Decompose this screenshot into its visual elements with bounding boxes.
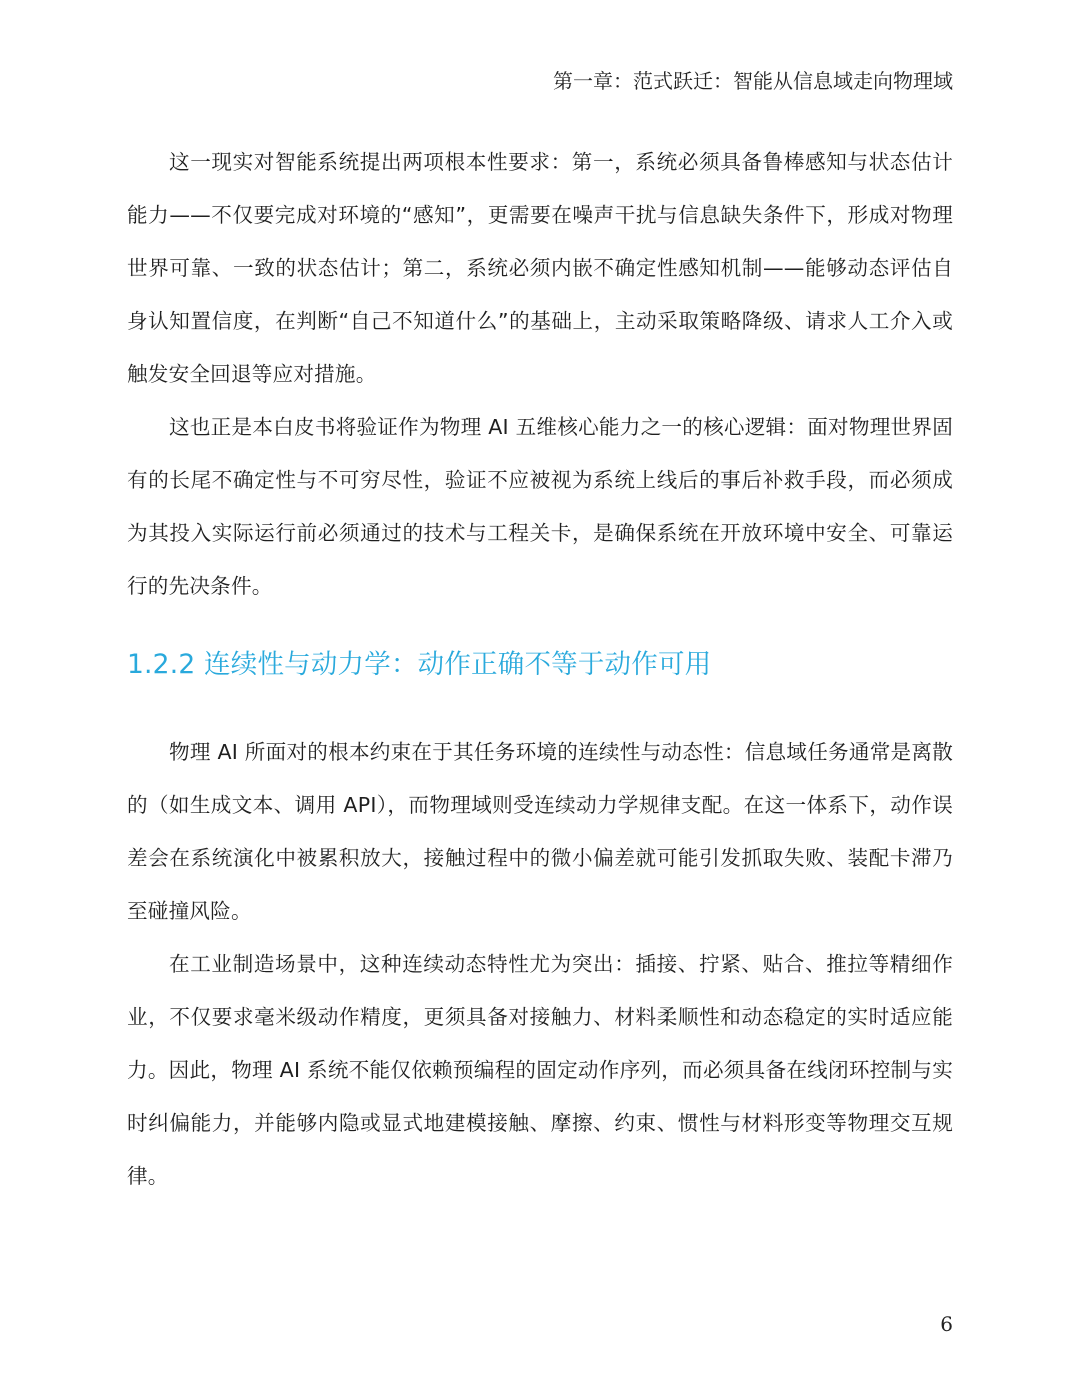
intro-text-block — [127, 136, 953, 613]
paragraph: 在工业制造场景中，这种连续动态特性尤为突出：插接、拧紧、贴合、推拉等精细作业，不仅要求毫米级动作精度，更须具备对接触力、材料柔顺性和动态稳定的实时适应能力。因此，物理 AI 系统不能仅依赖预编程的固定动作序列，而必须具备在线闭环控制与实时纠偏能力，并能够内隐或显式地建模接触、摩擦、约束、惯性与材料形变等物理交互规律。 — [127, 952, 953, 1188]
section-text-block — [127, 726, 953, 1203]
running-header: 第一章：范式跃迁：智能从信息域走向物理域 — [553, 69, 953, 93]
section-heading: 1.2.2 连续性与动力学：动作正确不等于动作可用 — [127, 649, 712, 680]
paragraph: 这一现实对智能系统提出两项根本性要求：第一，系统必须具备鲁棒感知与状态估计能力——不仅要完成对环境的“感知”，更需要在噪声干扰与信息缺失条件下，形成对物理世界可靠、一致的状态估计；第二，系统必须内嵌不确定性感知机制——能够动态评估自身认知置信度，在判断“自己不知道什么”的基础上，主动采取策略降级、请求人工介入或触发安全回退等应对措施。 — [127, 150, 953, 386]
paragraph: 物理 AI 所面对的根本约束在于其任务环境的连续性与动态性：信息域任务通常是离散的（如生成文本、调用 API），而物理域则受连续动力学规律支配。在这一体系下，动作误差会在系统演化中被累积放大，接触过程中的微小偏差就可能引发抓取失败、装配卡滞乃至碰撞风险。 — [127, 740, 953, 923]
page-number: 6 — [940, 1312, 953, 1336]
paragraph: 这也正是本白皮书将验证作为物理 AI 五维核心能力之一的核心逻辑：面对物理世界固有的长尾不确定性与不可穷尽性，验证不应被视为系统上线后的事后补救手段，而必须成为其投入实际运行前必须通过的技术与工程关卡，是确保系统在开放环境中安全、可靠运行的先决条件。 — [127, 415, 953, 598]
